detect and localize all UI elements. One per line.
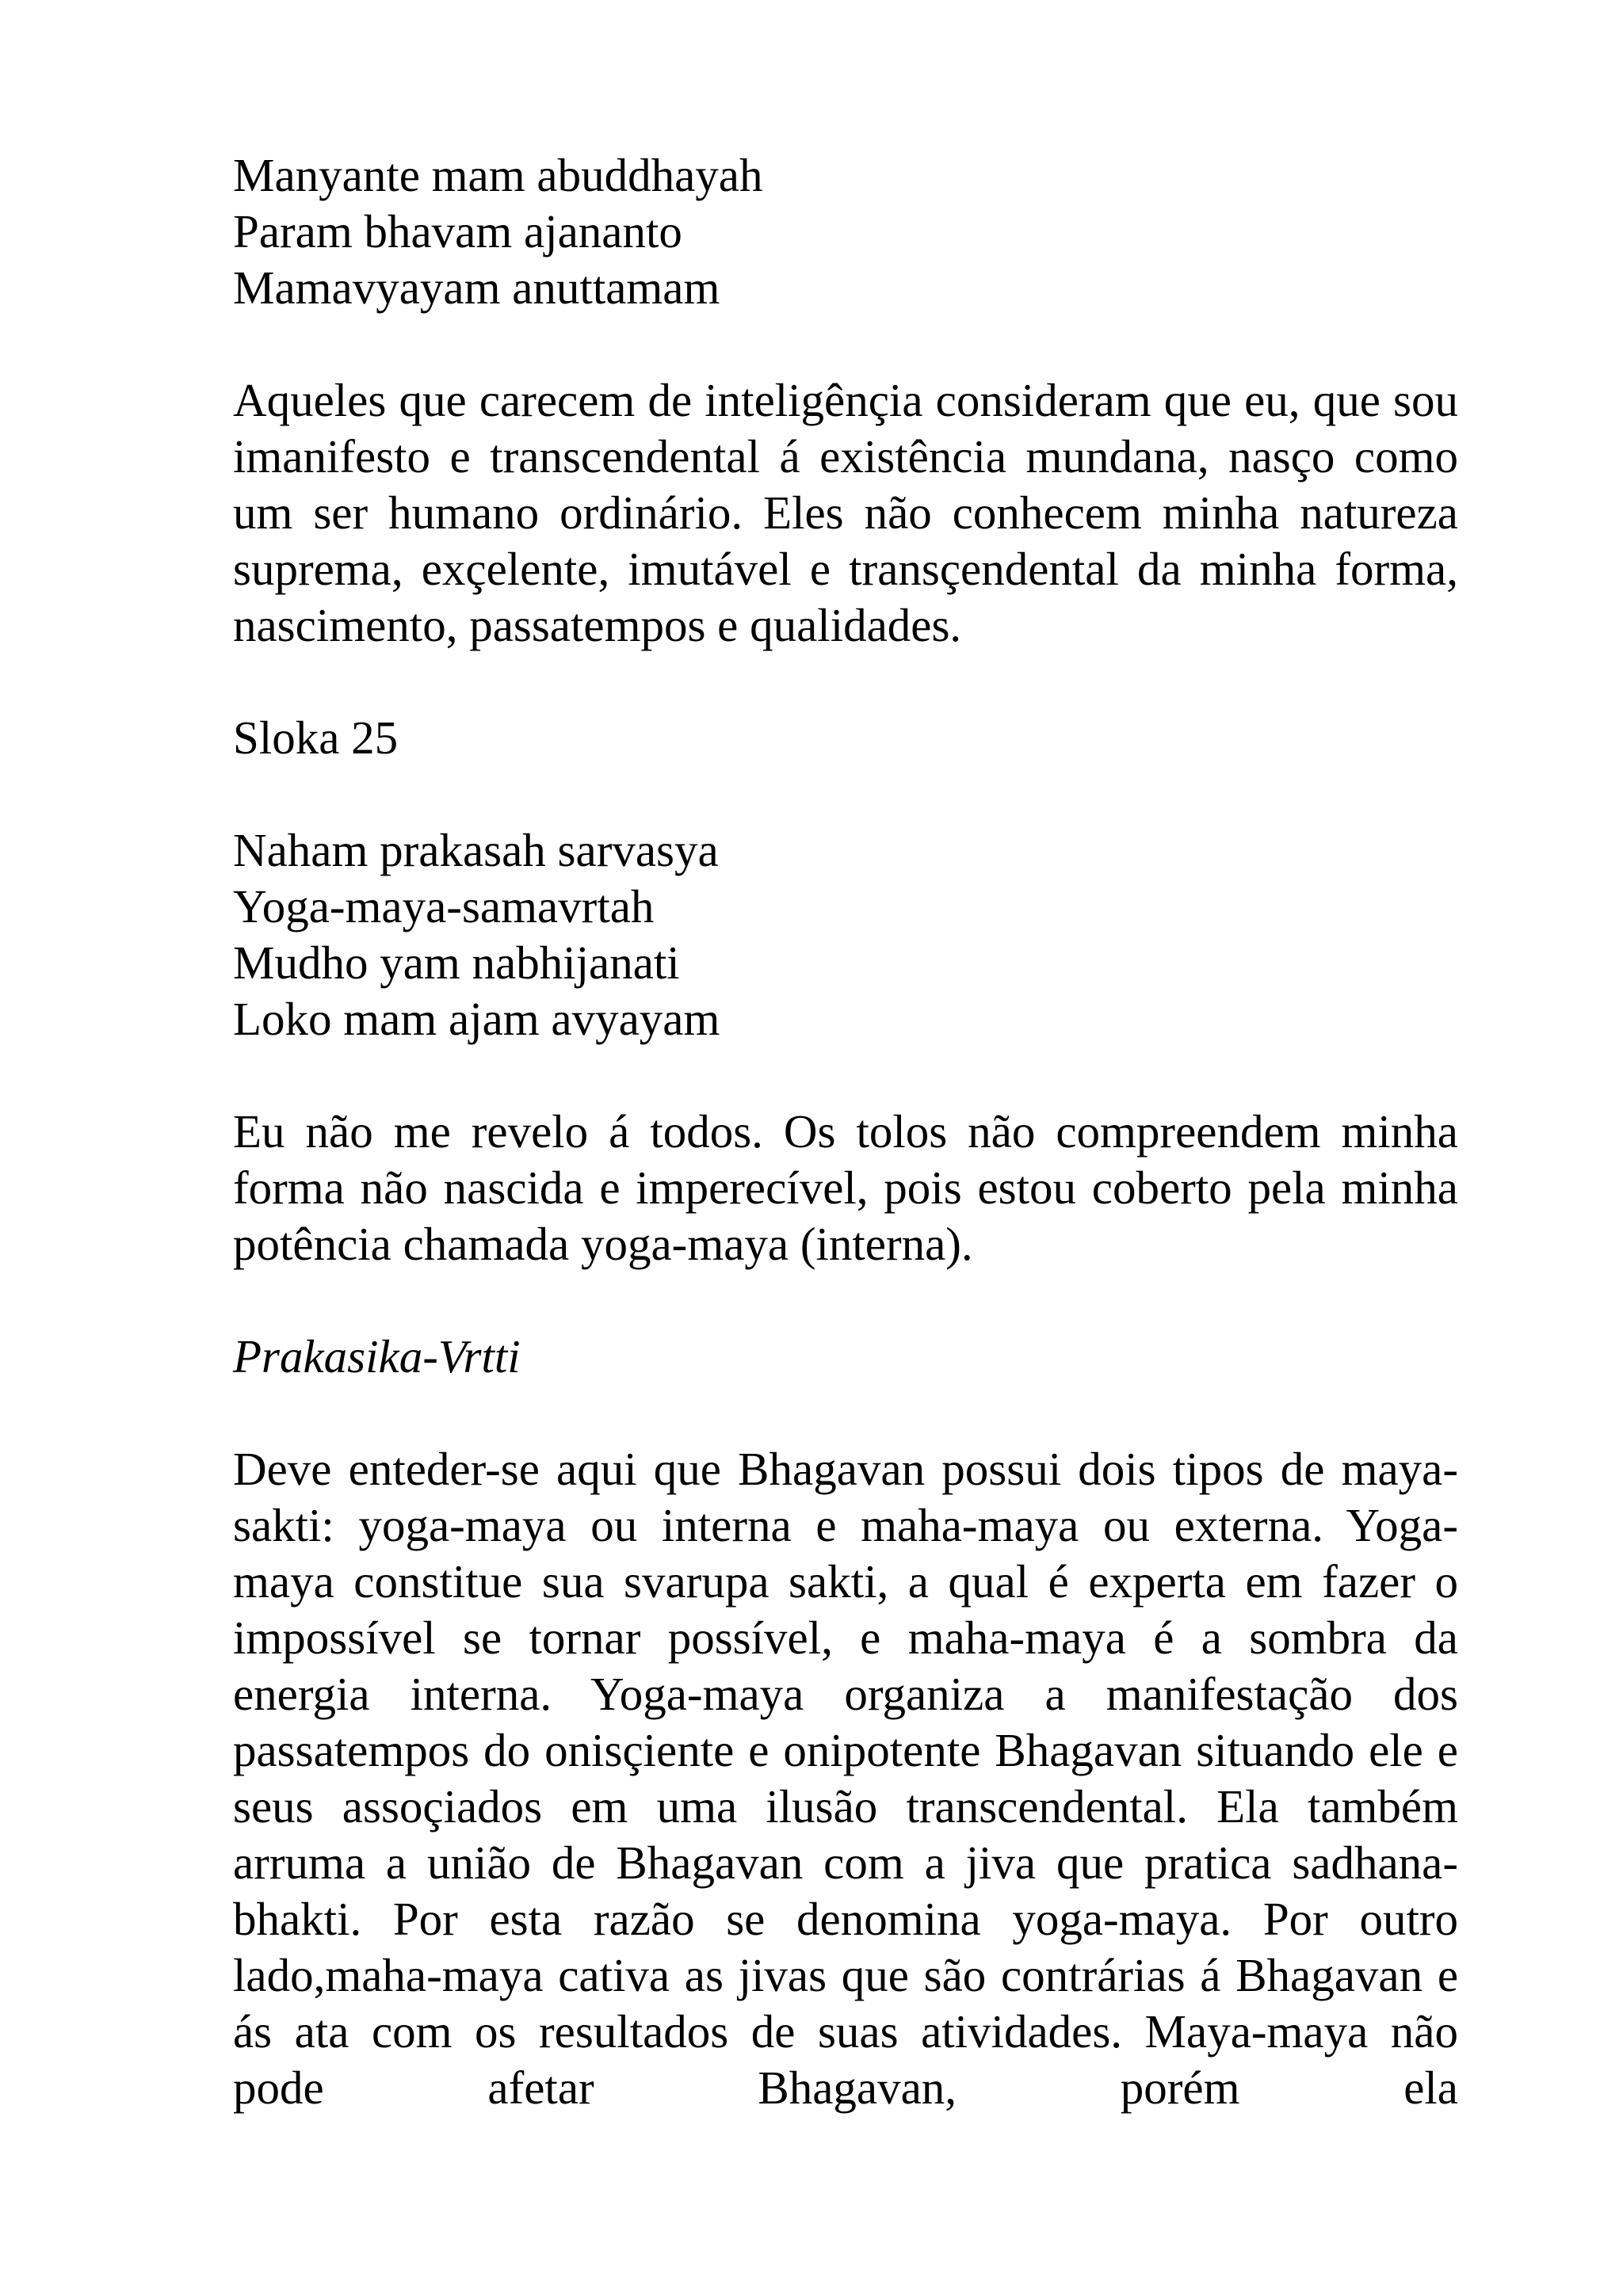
verse-line: Param bhavam ajananto [233,205,682,257]
verse-line: Mudho yam nabhijanati [233,936,680,989]
verse-block-1 [233,147,1458,316]
verse-line: Loko mam ajam avyayam [233,993,720,1045]
translation-paragraph-2: Eu não me revelo á todos. Os tolos não compreendem minha forma não nascida e imperecível, pois estou coberto pela minha potência chamada yoga-maya (interna). [233,1105,1458,1270]
spacer [233,316,1458,372]
spacer [233,766,1458,822]
verse-line: Mamavyayam anuttamam [233,261,720,314]
spacer [233,1385,1458,1441]
sloka-heading: Sloka 25 [233,711,399,764]
spacer [233,654,1458,710]
commentary-heading: Prakasika-Vrtti [233,1330,521,1383]
document-page [233,147,1458,2116]
verse-line: Manyante mam abuddhayah [233,149,763,201]
verse-line: Naham prakasah sarvasya [233,824,719,876]
spacer [233,1272,1458,1329]
spacer [233,1047,1458,1104]
commentary-paragraph: Deve enteder-se aqui que Bhagavan possui dois tipos de maya-sakti: yoga-maya ou interna e maha-maya ou externa. Yoga-maya constitue sua svarupa sakti, a qual é experta em fazer o impossível se tornar possível, e maha-maya é a sombra da energia interna. Yoga-maya organiza a manifestação dos passatempos do onisçiente e onipotente Bhagavan situando ele e seus assoçiados em uma ilusão transcendental. Ela também arruma a união de Bhagavan com a jiva que pratica sadhana-bhakti. Por esta razão se denomina yoga-maya. Por outro lado,maha-maya cativa as jivas que são contrárias á Bhagavan e ás ata com os resultados de suas atividades. Maya-maya não pode afetar Bhagavan, porém ela [233,1443,1458,2114]
translation-paragraph-1: Aqueles que carecem de inteligênçia consideram que eu, que sou imanifesto e transcendental á existência mundana, nasço como um ser humano ordinário. Eles não conhecem minha natureza suprema, exçelente, imutável e transçendental da minha forma, nascimento, passatempos e qualidades. [233,374,1458,651]
verse-block-2 [233,822,1458,1047]
verse-line: Yoga-maya-samavrtah [233,880,655,933]
